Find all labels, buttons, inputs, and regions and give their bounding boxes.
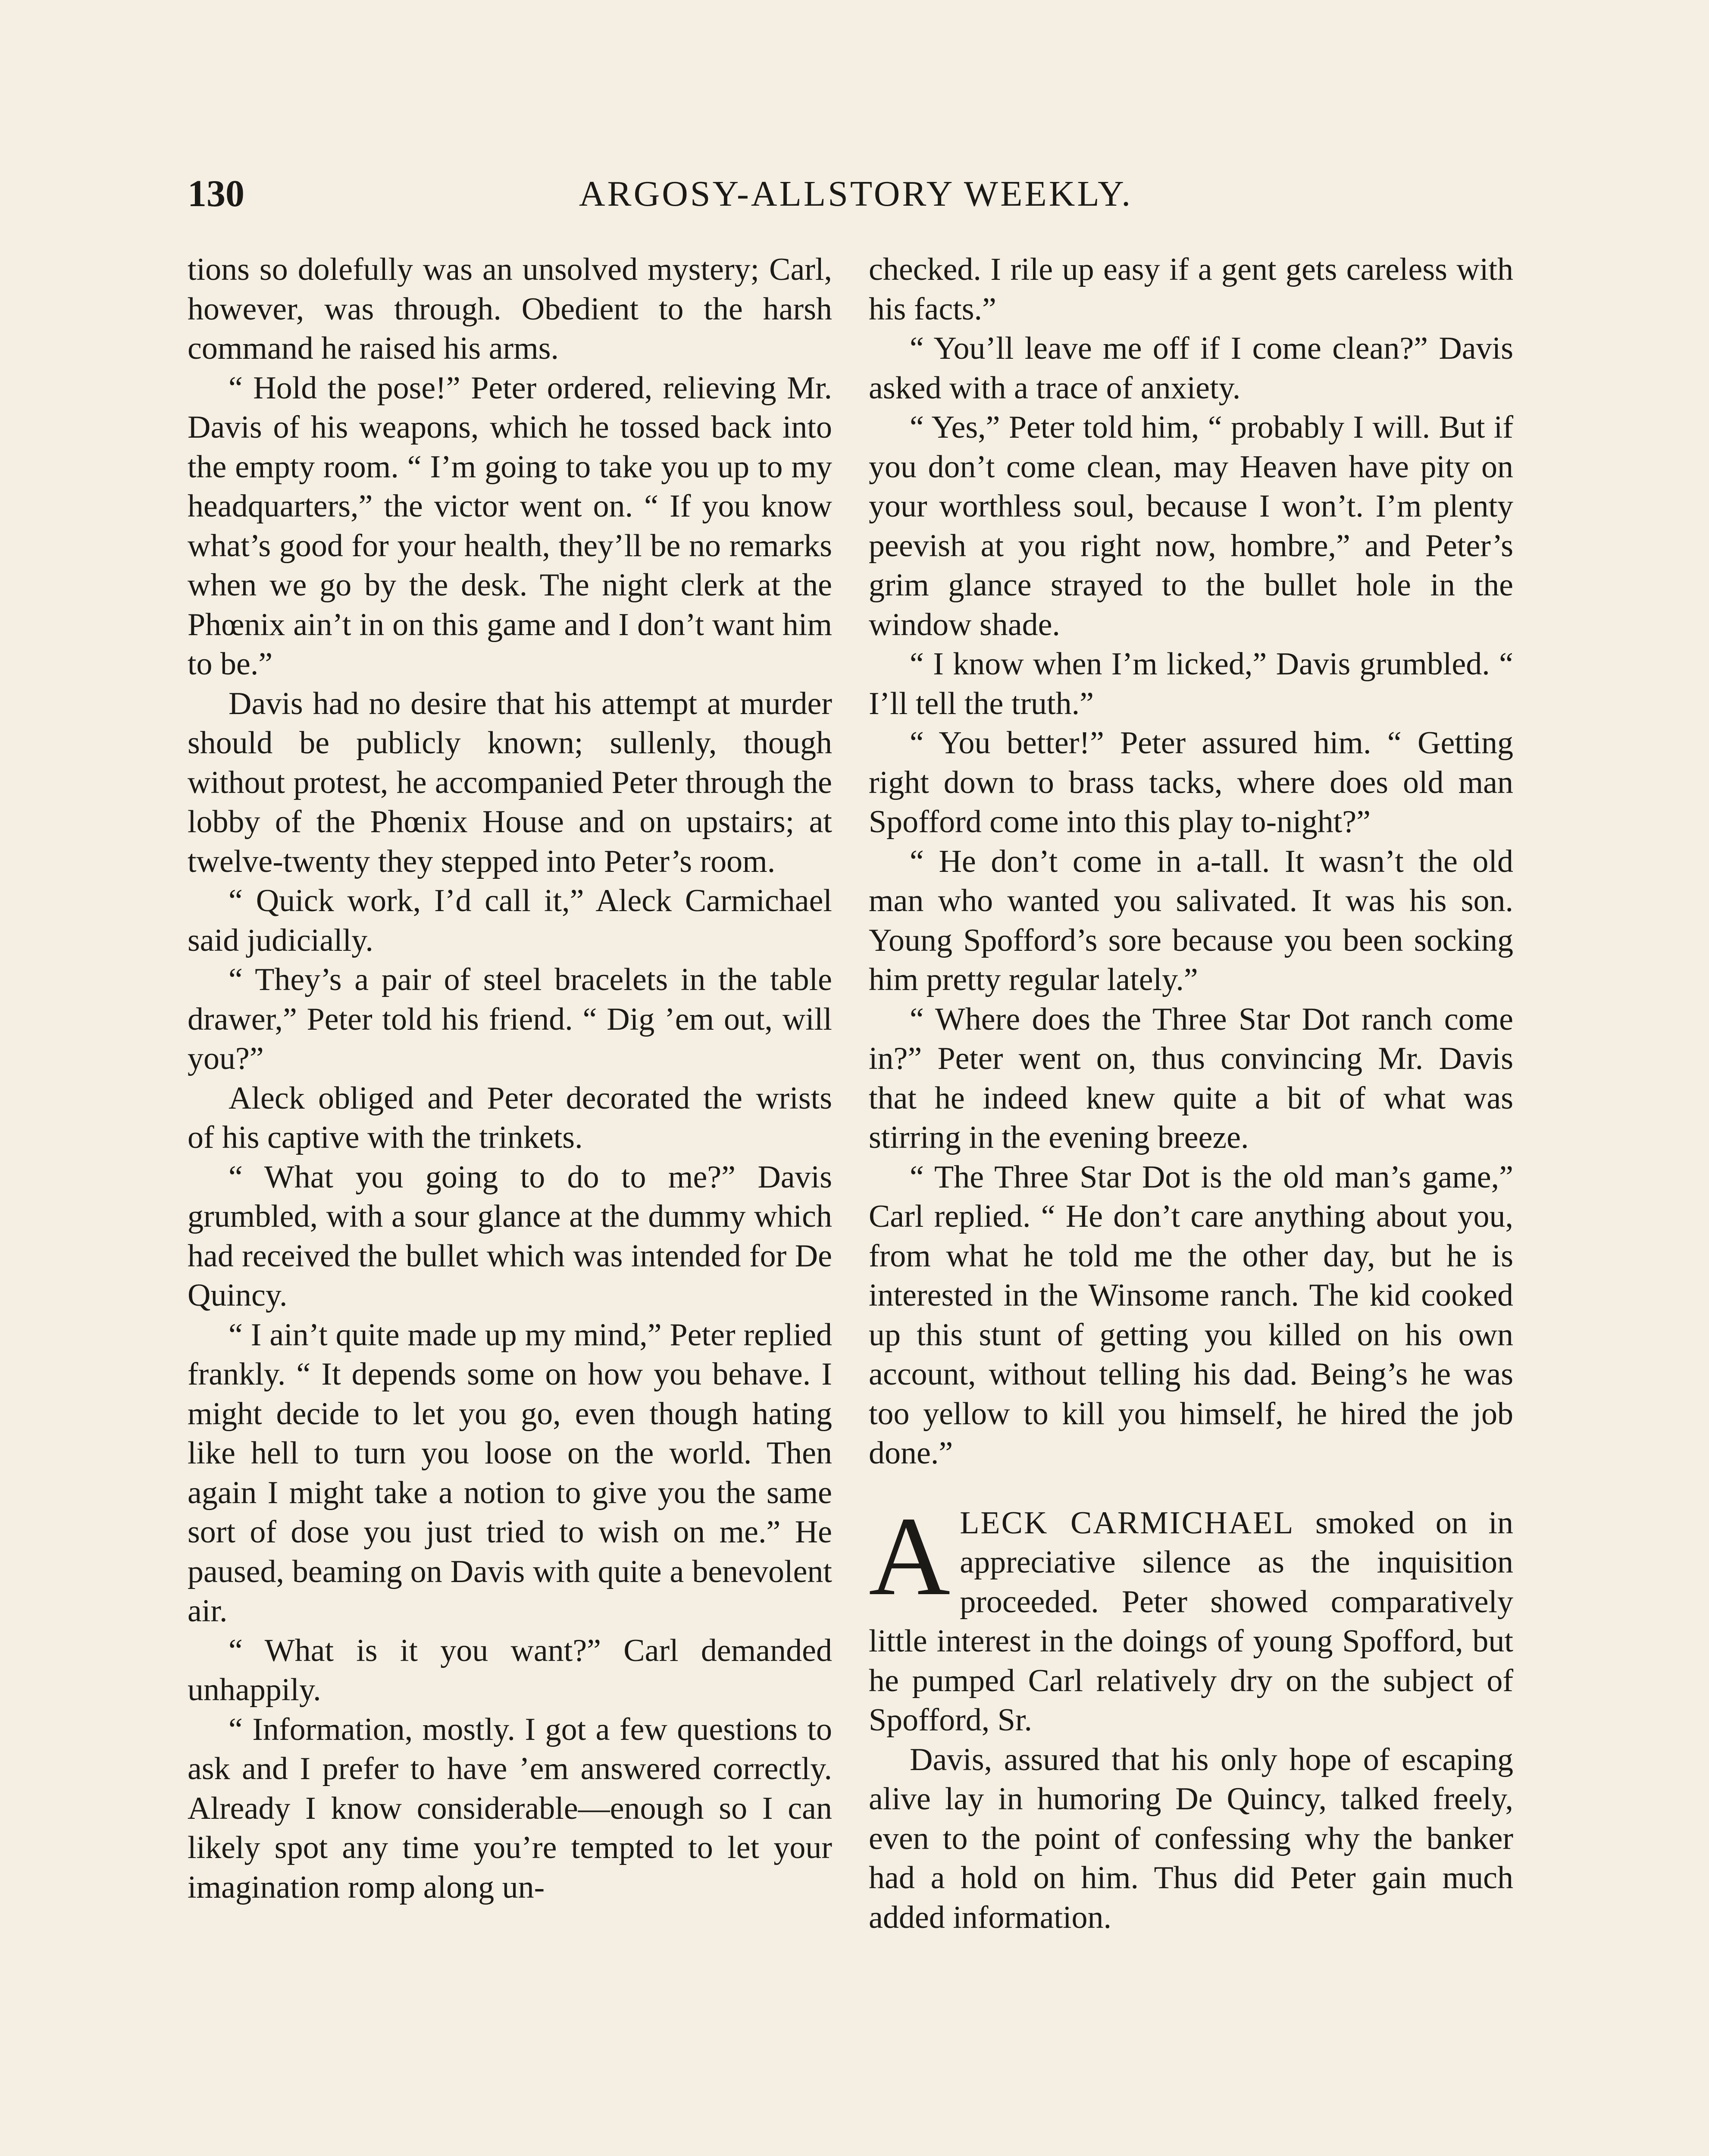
paragraph: “ You’ll leave me off if I come clean?” Davis asked with a trace of anxiety.: [869, 331, 1513, 406]
page-header: [188, 168, 1524, 220]
paragraph: “ Quick work, I’d call it,” Aleck Carmichael said judicially.: [188, 883, 832, 958]
paragraph: “ Yes,” Peter told him, “ probably I will. But if you don’t come clean, may Heaven have pity on your worthless soul, because I won’t. I’m plenty peevish at you right now, hombre,” and Peter’s grim glance strayed to the bullet hole in the window shade.: [869, 410, 1513, 642]
paragraph: “ You better!” Peter assured him. “ Getting right down to brass tacks, where does old man Spofford come into this play to-night?”: [869, 725, 1513, 840]
paragraph: “ He don’t come in a-tall. It wasn’t the old man who wanted you salivated. It was his son. Young Spofford’s sore because you been socking him pretty regular lately.”: [869, 843, 1513, 997]
drop-cap: A: [869, 1493, 951, 1619]
page-number: 130: [188, 173, 244, 215]
paragraph: “ I ain’t quite made up my mind,” Peter replied frankly. “ It depends some on how you behave. I might decide to let you go, even though hating like hell to turn you loose on the world. Then again I might take a notion to give you the same sort of dose you just tried to wish on me.” He paused, beaming on Davis with quite a benevolent air.: [188, 1317, 832, 1629]
lead-small-caps: LECK CARMICHAEL: [960, 1505, 1295, 1541]
paragraph: “ I know when I’m licked,” Davis grumbled. “ I’ll tell the truth.”: [869, 646, 1513, 721]
paragraph: “ Hold the pose!” Peter ordered, relieving Mr. Davis of his weapons, which he tossed back into the empty room. “ I’m going to take you up to my headquarters,” the victor went on. “ If you know what’s good for your health, they’ll be no remarks when we go by the desk. The night clerk at the Phœnix ain’t in on this game and I don’t want him to be.”: [188, 370, 832, 682]
right-column: [869, 250, 1513, 2156]
paragraph: Aleck obliged and Peter decorated the wrists of his captive with the trinkets.: [188, 1080, 832, 1155]
paragraph: “ What you going to do to me?” Davis grumbled, with a sour glance at the dummy which had received the bullet which was intended for De Quincy.: [188, 1159, 832, 1313]
paragraph: Davis, assured that his only hope of escaping alive lay in humoring De Quincy, talked freely, even to the point of confessing why the banker had a hold on him. Thus did Peter gain much added information.: [869, 1742, 1513, 1935]
paragraph: “ They’s a pair of steel bracelets in the table drawer,” Peter told his friend. “ Dig ’em out, will you?”: [188, 962, 832, 1076]
section-lead-paragraph: [869, 1493, 1513, 1740]
paragraph: tions so dolefully was an unsolved mystery; Carl, however, was through. Obedient to the harsh command he raised his arms.: [188, 252, 832, 366]
paragraph: checked. I rile up easy if a gent gets careless with his facts.”: [869, 252, 1513, 327]
section-break: [869, 1493, 1513, 1938]
paragraph: “ What is it you want?” Carl demanded unhappily.: [188, 1633, 832, 1708]
paragraph: Davis had no desire that his attempt at murder should be publicly known; sullenly, though without protest, he accompanied Peter through the lobby of the Phœnix House and on upstairs; at twelve-twenty they stepped into Peter’s room.: [188, 686, 832, 879]
lead-text: smoked on in appreciative silence as the inquisition proceeded. Peter showed comparatively little interest in the doings of young Spofford, but he pumped Carl relatively dry on the subject of Spofford, Sr.: [869, 1505, 1513, 1738]
paragraph: “ Where does the Three Star Dot ranch come in?” Peter went on, thus convincing Mr. Davis that he indeed knew quite a bit of what was stirring in the evening breeze.: [869, 1001, 1513, 1155]
paragraph: “ Information, mostly. I got a few questions to ask and I prefer to have ’em answered correctly. Already I know considerable—enough so I can likely spot any time you’re tempted to let your imagination romp along un-: [188, 1711, 832, 1905]
left-column: [188, 250, 832, 2156]
running-title: ARGOSY-ALLSTORY WEEKLY.: [579, 174, 1133, 214]
paragraph: “ The Three Star Dot is the old man’s game,” Carl replied. “ He don’t care anything about you, from what he told me the other day, but he is interested in the Winsome ranch. The kid cooked up this stunt of getting you killed on his own account, without telling his dad. Being’s he was too yellow to kill you himself, he hired the job done.”: [869, 1159, 1513, 1471]
